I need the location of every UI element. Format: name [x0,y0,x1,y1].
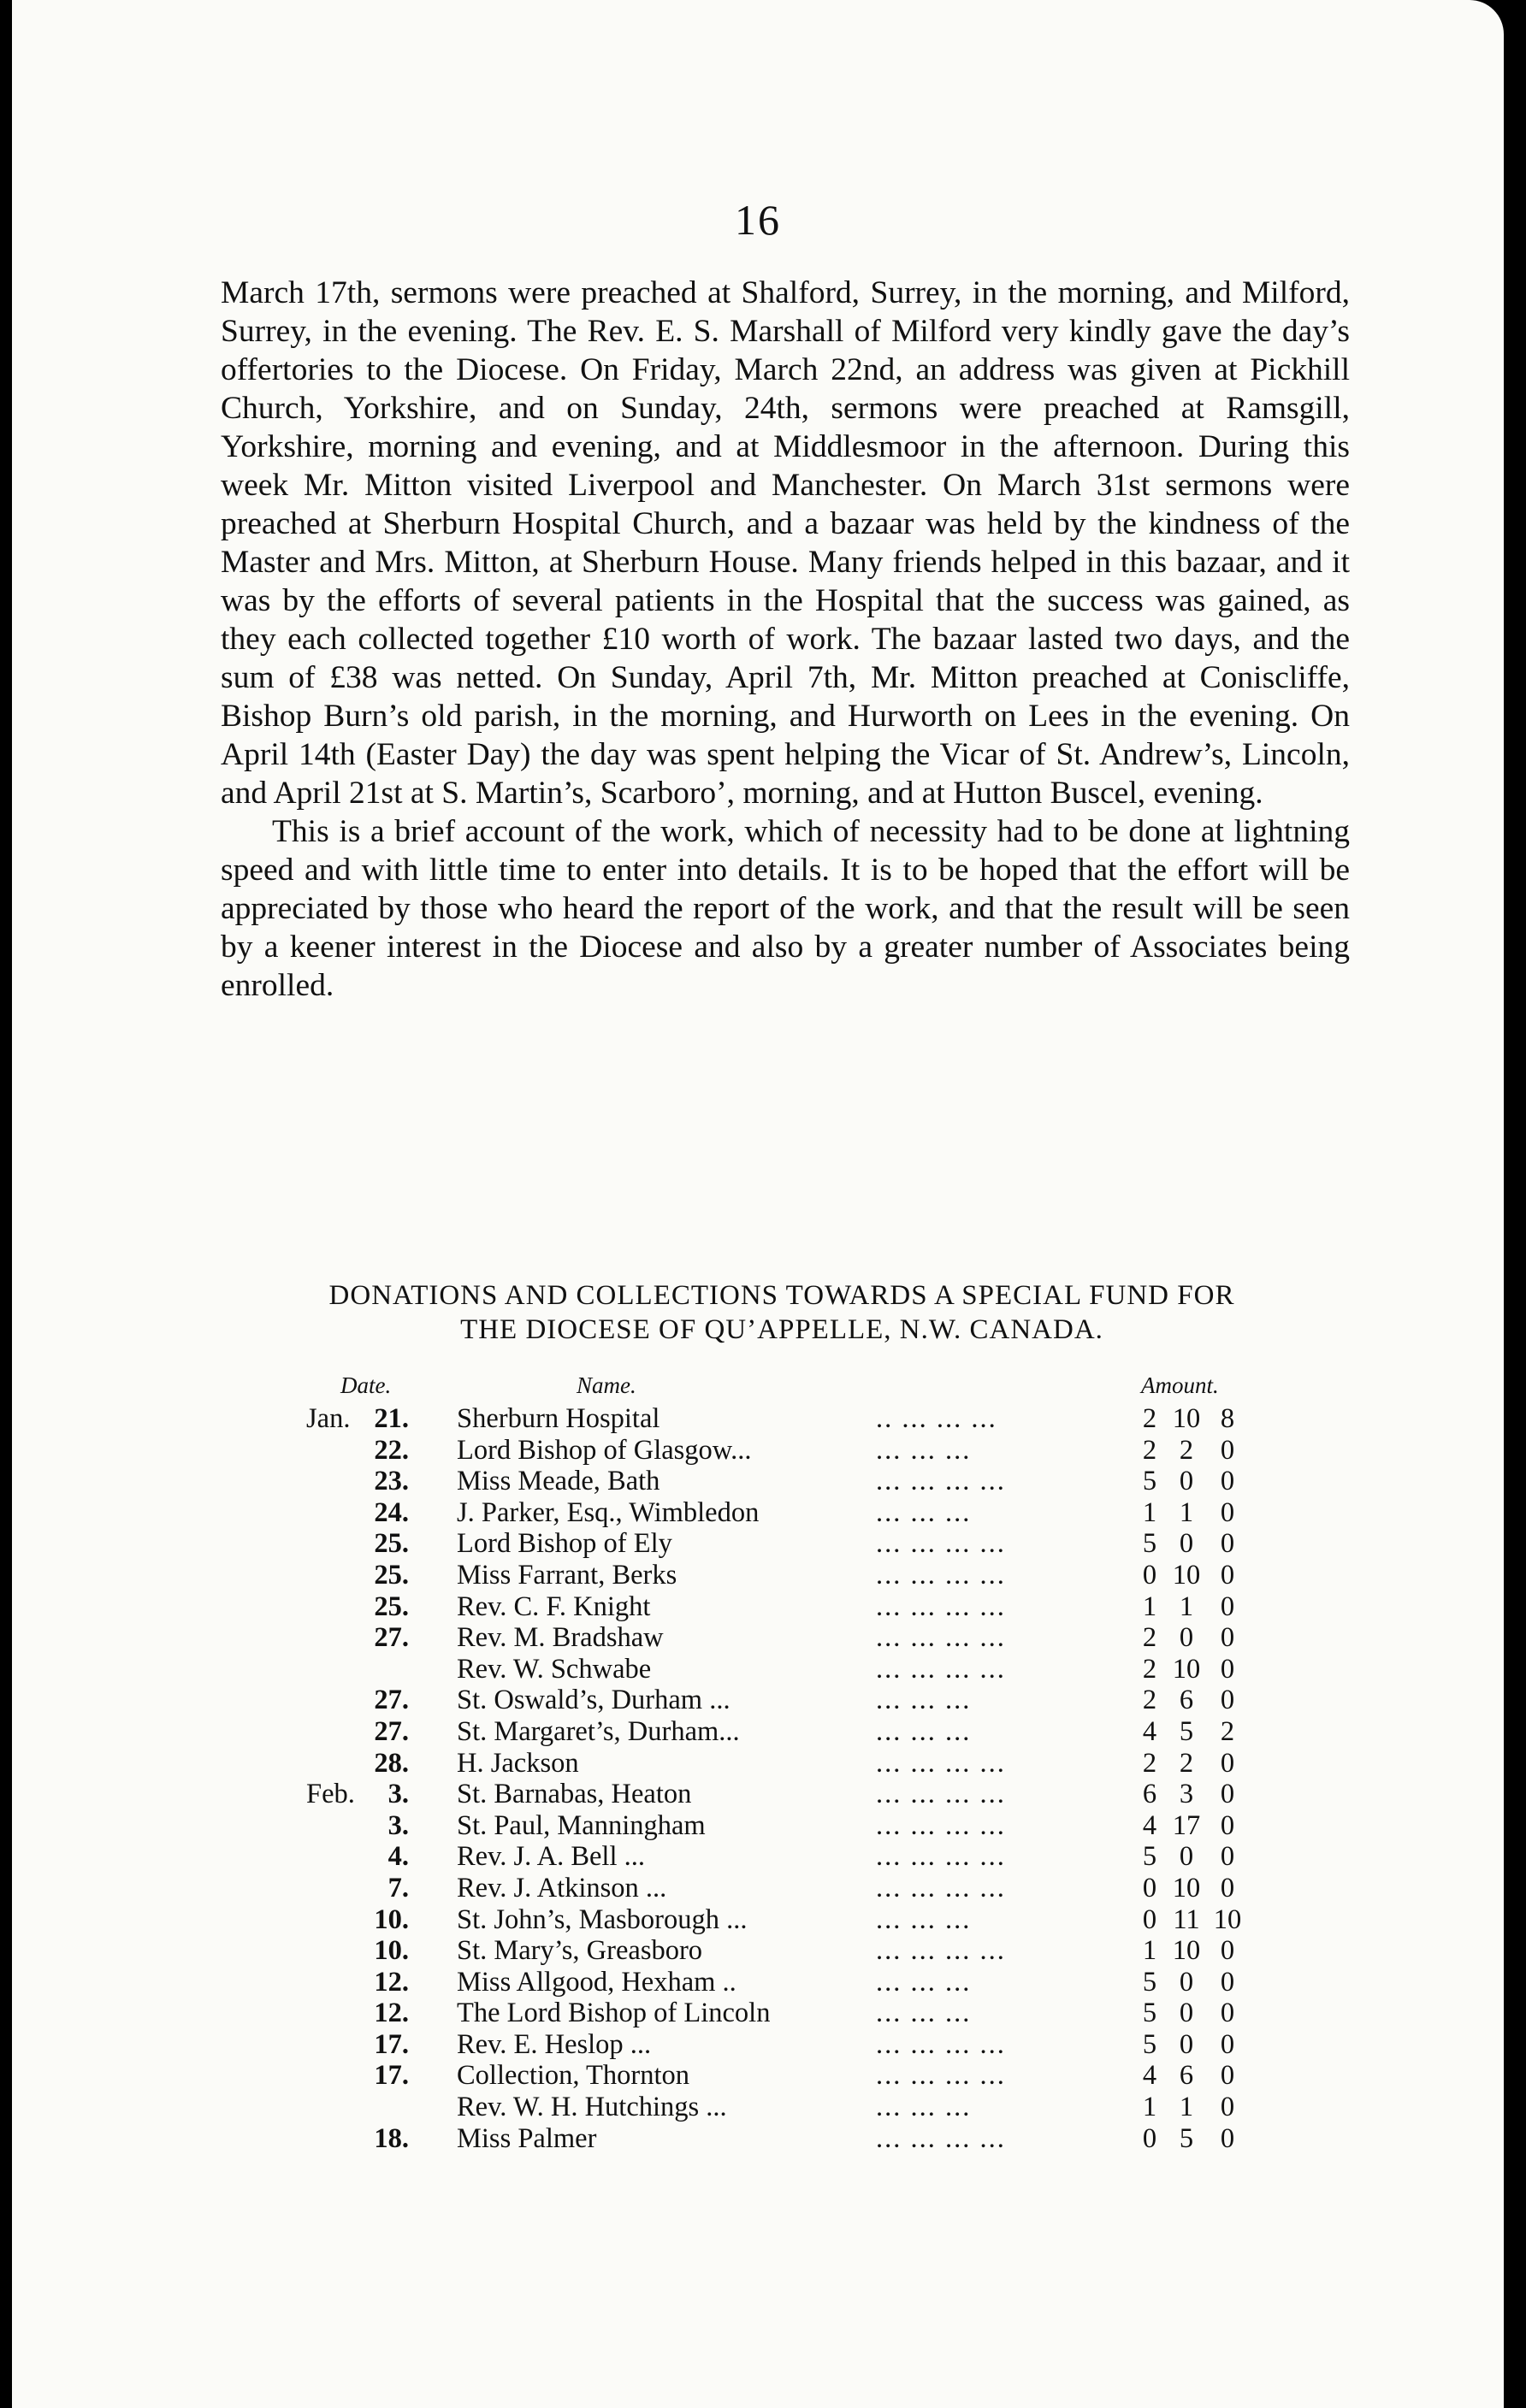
amount-pounds: 2 [1142,1622,1157,1654]
leader-dots: ... ... ... ... [876,1809,1006,1841]
date-month: Feb. [306,1779,355,1810]
amount-pence: 10 [1213,1903,1242,1935]
amount-pounds: 6 [1142,1779,1157,1810]
date-day: 12. [374,1966,409,1998]
amount-pounds: 5 [1142,1966,1157,1998]
amount-shillings: 5 [1179,1715,1194,1747]
leader-dots: ... ... ... ... [876,2028,1006,2060]
amount-shillings: 10 [1172,1653,1201,1685]
amount-shillings: 6 [1179,1685,1194,1716]
table-row [12,1935,1504,1967]
donor-name: Rev. J. Atkinson ... [457,1872,667,1903]
table-row [12,1998,1504,2029]
donor-name: St. Paul, Manningham [457,1809,706,1841]
donor-name: Miss Palmer [457,2122,597,2154]
table-row [12,1873,1504,1904]
donor-name: Rev. E. Heslop ... [457,2028,652,2060]
amount-shillings: 17 [1172,1809,1201,1841]
amount-shillings: 6 [1179,2060,1194,2092]
leader-dots: ... ... ... ... [876,1559,1006,1591]
date-day: 27. [374,1715,409,1747]
date-day: 28. [374,1747,409,1779]
paragraph: This is a brief account of the work, which of necessity had to be done at lightning speed and with little time to enter into details. It is to be hoped that the effort will be appreciated by those who heard the report of the work, and that the result will be seen by a keener interest in the Diocese and also by a greater number of Associates being enrolled. [221,814,1350,1003]
amount-column-header: Amount. [1141,1372,1219,1398]
date-day: 25. [374,1591,409,1622]
donor-name: Rev. W. H. Hutchings ... [457,2092,727,2123]
leader-dots: ... ... ... ... [876,1935,1006,1967]
leader-dots: ... ... ... [876,1903,972,1935]
table-rows [12,1403,1504,2154]
amount-pounds: 5 [1142,2028,1157,2060]
table-row [12,2060,1504,2092]
heading-line: DONATIONS AND COLLECTIONS TOWARDS A SPECIAL FUND FOR [328,1280,1235,1311]
amount-pounds: 4 [1142,1715,1157,1747]
leader-dots: ... ... ... [876,1685,972,1716]
leader-dots: ... ... ... [876,1496,972,1528]
date-day: 25. [374,1528,409,1560]
leader-dots: ... ... ... ... [876,1591,1006,1622]
leader-dots: ... ... ... [876,1998,972,2029]
amount-pence: 8 [1220,1403,1235,1434]
amount-pence: 0 [1220,1653,1235,1685]
leader-dots: ... ... ... ... [876,1622,1006,1654]
amount-pounds: 0 [1142,1903,1157,1935]
leader-dots: ... ... ... ... [876,2122,1006,2154]
amount-pence: 0 [1220,1434,1235,1466]
amount-pounds: 2 [1142,1403,1157,1434]
amount-pence: 0 [1220,1935,1235,1967]
table-row [12,1779,1504,1810]
donor-name: Miss Meade, Bath [457,1466,660,1497]
amount-pence: 0 [1220,1466,1235,1497]
amount-pence: 0 [1220,1559,1235,1591]
date-day: 4. [387,1841,409,1873]
leader-dots: ... ... ... ... [876,1747,1006,1779]
amount-pence: 0 [1220,1966,1235,1998]
amount-pence: 0 [1220,1998,1235,2029]
amount-pence: 0 [1220,1872,1235,1903]
leader-dots: ... ... ... ... [876,1653,1006,1685]
table-row [12,1591,1504,1623]
amount-pence: 0 [1220,1496,1235,1528]
amount-pounds: 2 [1142,1653,1157,1685]
donor-name: H. Jackson [457,1747,579,1779]
amount-pounds: 2 [1142,1747,1157,1779]
amount-pounds: 1 [1142,1935,1157,1967]
table-row [12,2092,1504,2123]
amount-pounds: 0 [1142,1872,1157,1903]
paragraph: March 17th, sermons were preached at Shalford, Surrey, in the morning, and Milford, Surrey, in the evening. The Rev. E. S. Marshall of Milford very kindly gave the day’s offertories to the Diocese. On Friday, March 22nd, an address was given at Pickhill Church, Yorkshire, and on Sunday, 24th, sermons were preached at Ramsgill, Yorkshire, morning and evening, and at Middlesmoor in the afternoon. During this week Mr. Mitton visited Liverpool and Manchester. On March 31st sermons were preached at Sherburn Hospital Church, and a bazaar was held by the kindness of the Master and Mrs. Mitton, at Sherburn House. Many friends helped in this bazaar, and it was by the efforts of several patients in the Hospital that the success was gained, as they each collected together £10 worth of work. The bazaar lasted two days, and the sum of £38 was netted. On Sunday, April 7th, Mr. Mitton preached at Coniscliffe, Bishop Burn’s old parish, in the morning, and Hurworth on Lees in the evening. On April 14th (Easter Day) the day was spent helping the Vicar of St. Andrew’s, Lincoln, and April 21st at S. Martin’s, Scarboro’, morning, and at Hutton Buscel, evening. [221,275,1350,811]
donor-name: Sherburn Hospital [457,1403,660,1434]
amount-shillings: 5 [1179,2122,1194,2154]
amount-shillings: 10 [1172,1872,1201,1903]
donor-name: St. Barnabas, Heaton [457,1779,692,1810]
amount-pence: 0 [1220,1685,1235,1716]
donor-name: Collection, Thornton [457,2060,690,2092]
leader-dots: .. ... ... ... [876,1403,997,1434]
amount-pounds: 1 [1142,2092,1157,2123]
date-day: 10. [374,1903,409,1935]
leader-dots: ... ... ... [876,1434,972,1466]
donor-name: Rev. M. Bradshaw [457,1622,664,1654]
amount-pounds: 1 [1142,1496,1157,1528]
amount-shillings: 3 [1179,1779,1194,1810]
table-row [12,1528,1504,1560]
donor-name: Lord Bishop of Ely [457,1528,672,1560]
date-day: 22. [374,1434,409,1466]
table-row [12,1560,1504,1591]
date-day: 18. [374,2122,409,2154]
amount-pounds: 5 [1142,1841,1157,1873]
amount-shillings: 0 [1179,1841,1194,1873]
heading-line: THE DIOCESE OF QU’APPELLE, N.W. CANADA. [460,1314,1103,1345]
amount-pounds: 5 [1142,1466,1157,1497]
table-row [12,1685,1504,1716]
amount-shillings: 0 [1179,1466,1194,1497]
amount-pence: 0 [1220,1747,1235,1779]
leader-dots: ... ... ... ... [876,1466,1006,1497]
donor-name: Miss Allgood, Hexham .. [457,1966,736,1998]
amount-shillings: 1 [1179,1591,1194,1622]
page [12,0,1504,2408]
donor-name: Rev. C. F. Knight [457,1591,651,1622]
amount-pounds: 5 [1142,1998,1157,2029]
amount-pence: 0 [1220,1591,1235,1622]
table-row [12,1716,1504,1748]
table-row [12,1403,1504,1435]
donor-name: J. Parker, Esq., Wimbledon [457,1496,760,1528]
date-column-header: Date. [340,1372,392,1398]
amount-shillings: 0 [1179,2028,1194,2060]
table-row [12,1622,1504,1654]
amount-pence: 0 [1220,1779,1235,1810]
amount-pence: 0 [1220,2092,1235,2123]
amount-shillings: 1 [1179,2092,1194,2123]
section-heading [209,1278,1355,1347]
donor-name: Miss Farrant, Berks [457,1559,677,1591]
date-day: 23. [374,1466,409,1497]
table-row [12,1904,1504,1936]
leader-dots: ... ... ... ... [876,1841,1006,1873]
table-row [12,1810,1504,1842]
date-day: 17. [374,2060,409,2092]
amount-pence: 0 [1220,1622,1235,1654]
amount-pounds: 0 [1142,1559,1157,1591]
leader-dots: ... ... ... ... [876,1779,1006,1810]
donor-name: The Lord Bishop of Lincoln [457,1998,771,2029]
amount-shillings: 10 [1172,1559,1201,1591]
page-number: 16 [735,196,781,244]
date-day: 27. [374,1685,409,1716]
table-row [12,1466,1504,1497]
table-row [12,1654,1504,1685]
amount-pounds: 5 [1142,1528,1157,1560]
amount-pence: 0 [1220,2122,1235,2154]
table-row [12,1967,1504,1998]
table-row [12,1435,1504,1467]
date-day: 21. [374,1403,409,1434]
amount-pence: 0 [1220,1841,1235,1873]
table-row [12,1841,1504,1873]
date-month: Jan. [306,1403,351,1434]
amount-pounds: 2 [1142,1434,1157,1466]
amount-pence: 0 [1220,1809,1235,1841]
table-row [12,1497,1504,1529]
table-row [12,2029,1504,2061]
donor-name: Rev. J. A. Bell ... [457,1841,645,1873]
amount-pounds: 4 [1142,2060,1157,2092]
amount-shillings: 10 [1172,1935,1201,1967]
leader-dots: ... ... ... [876,2092,972,2123]
amount-shillings: 0 [1179,1966,1194,1998]
amount-shillings: 2 [1179,1434,1194,1466]
amount-pounds: 1 [1142,1591,1157,1622]
amount-shillings: 1 [1179,1496,1194,1528]
donor-name: St. John’s, Masborough ... [457,1903,748,1935]
amount-shillings: 10 [1172,1403,1201,1434]
donor-name: St. Margaret’s, Durham... [457,1715,740,1747]
date-day: 27. [374,1622,409,1654]
amount-shillings: 2 [1179,1747,1194,1779]
donor-name: Lord Bishop of Glasgow... [457,1434,752,1466]
donor-name: St. Oswald’s, Durham ... [457,1685,730,1716]
donor-name: Rev. W. Schwabe [457,1653,652,1685]
body-text [221,274,1350,1005]
leader-dots: ... ... ... [876,1715,972,1747]
amount-pounds: 2 [1142,1685,1157,1716]
amount-shillings: 0 [1179,1622,1194,1654]
amount-pounds: 0 [1142,2122,1157,2154]
date-day: 17. [374,2028,409,2060]
leader-dots: ... ... ... ... [876,2060,1006,2092]
leader-dots: ... ... ... ... [876,1872,1006,1903]
amount-shillings: 0 [1179,1998,1194,2029]
amount-shillings: 0 [1179,1528,1194,1560]
amount-pence: 0 [1220,2060,1235,2092]
date-day: 24. [374,1496,409,1528]
table-row [12,1748,1504,1779]
date-day: 3. [387,1809,409,1841]
date-day: 12. [374,1998,409,2029]
amount-pounds: 4 [1142,1809,1157,1841]
date-day: 25. [374,1559,409,1591]
amount-pence: 0 [1220,2028,1235,2060]
date-day: 7. [387,1872,409,1903]
date-day: 10. [374,1935,409,1967]
table-row [12,2123,1504,2155]
leader-dots: ... ... ... ... [876,1528,1006,1560]
amount-shillings: 11 [1173,1903,1200,1935]
donor-name: St. Mary’s, Greasboro [457,1935,703,1967]
amount-pence: 0 [1220,1528,1235,1560]
amount-pence: 2 [1220,1715,1235,1747]
date-day: 3. [387,1779,409,1810]
leader-dots: ... ... ... [876,1966,972,1998]
name-column-header: Name. [577,1372,636,1398]
